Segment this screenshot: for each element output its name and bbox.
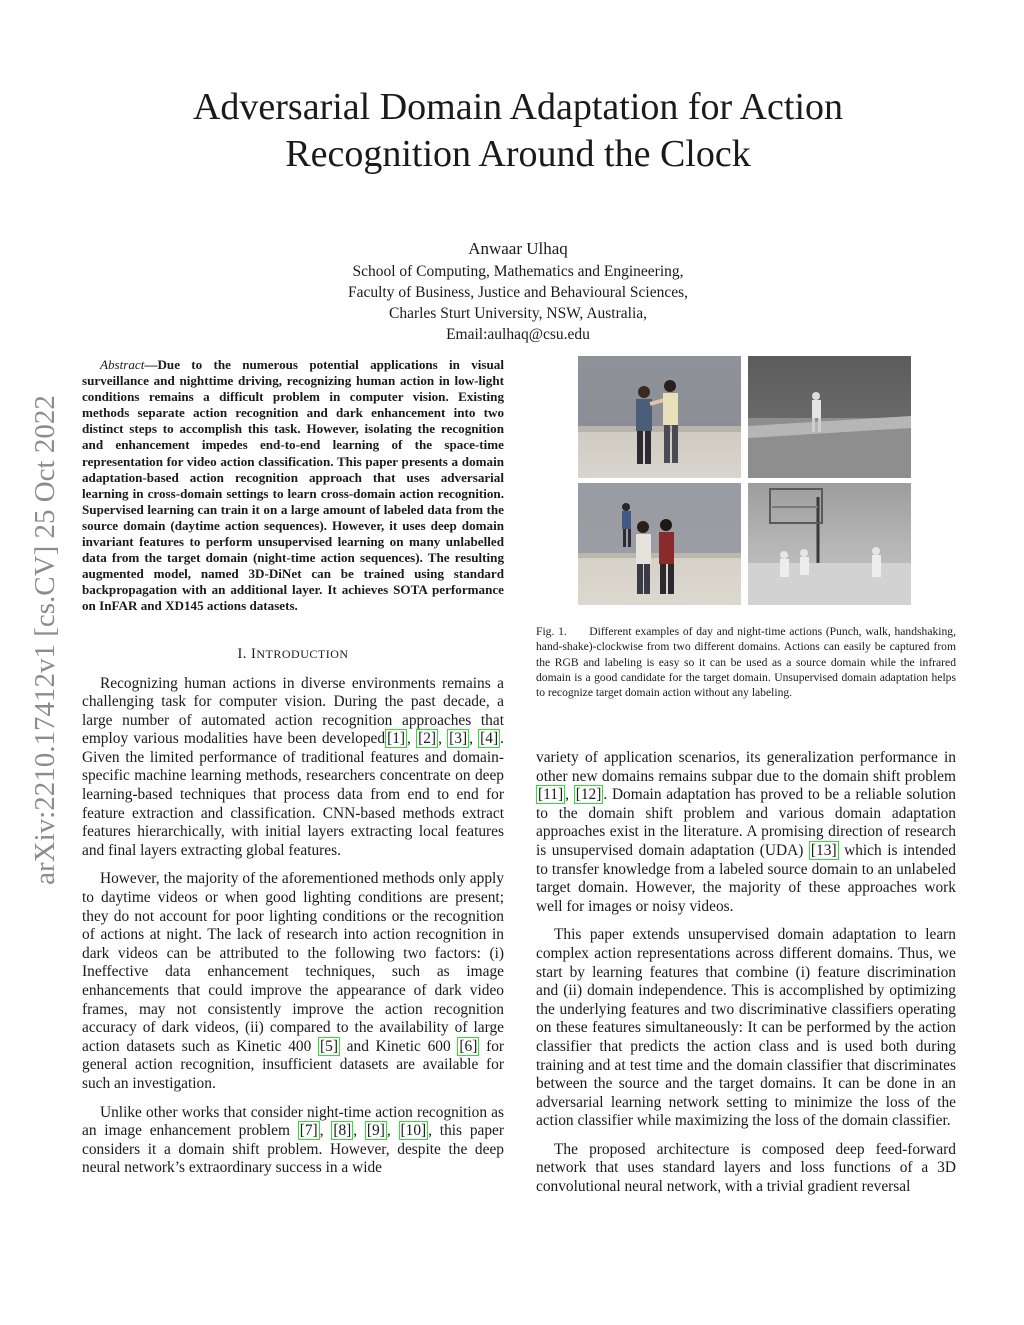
- figure-panel-night-handshake: [748, 483, 911, 605]
- citation-6[interactable]: [6]: [459, 1037, 478, 1055]
- author-email: Email:aulhaq@csu.edu: [446, 326, 590, 343]
- intro-paragraph-3: [82, 1104, 504, 1178]
- day-handshake-illustration: [578, 483, 741, 605]
- para1-sep-2: ,: [438, 730, 448, 748]
- citation-9[interactable]: [9]: [366, 1122, 385, 1140]
- section-initial: I: [251, 645, 257, 662]
- citation-12[interactable]: [12]: [575, 786, 602, 804]
- para1-text-a: Recognizing human actions in diverse environments remains a challenging task for computer vision. During the past decade, a large number of automated action recognition approaches that employ various modalities have been developed: [82, 674, 504, 748]
- intro-paragraph-1: [82, 675, 504, 861]
- citation-13[interactable]: [13]: [810, 841, 837, 859]
- abstract-label-wrap: Abstract—: [100, 357, 158, 372]
- figure-1-label: Fig. 1.: [536, 625, 567, 638]
- section-rest: NTRODUCTION: [256, 646, 349, 661]
- night-walk-illustration: [748, 356, 911, 478]
- citation-8[interactable]: [8]: [333, 1122, 352, 1140]
- para4-sep-1: ,: [565, 786, 574, 804]
- intro-paragraph-5: This paper extends unsupervised domain adaptation to learn complex action representations across different domains. Thus, we start by learning features that combine (i) feature discrimination and (ii) domain independence. This is accomplished by optimizing the underlying features and two discriminative classifiers operating on these features simultaneously: It can be performed by the action classifier that predicts the action class and is used both during training and at test time and the domain classifier that discriminates between the source and the target domains. It can be done in an adversarial learning network setting to minimize the loss of the action classifier while maximizing the loss of the domain classifier.: [536, 926, 956, 1130]
- figure-panel-night-walk: [748, 356, 911, 478]
- para2-text-a: However, the majority of the aforementioned methods only apply to daytime videos or when good lighting conditions are present; they do not account for poor lighting conditions or the recognition of actions at night. The lack of research into action recognition in dark videos can be attributed to the following two factors: (i) Ineffective data enhancement techniques, such as image enhancements that could improve the appearance of dark video frames, may not consistently improve the action recognition accuracy of dark videos, (ii) compared to the availability of large action datasets such as Kinetic 400: [82, 870, 504, 1055]
- affiliation-line-1: School of Computing, Mathematics and Engineering,: [352, 263, 684, 280]
- intro-paragraph-4: [536, 749, 956, 916]
- title-line-1: Adversarial Domain Adaptation for Action: [192, 86, 844, 128]
- author-block: [200, 237, 836, 345]
- para3-text-a: Unlike other works that consider night-time action recognition as an image enhancement problem: [82, 1103, 504, 1140]
- figure-1-caption-text: Different examples of day and night-time actions (Punch, walk, handshaking, hand-shake)-clockwise from two different domains. Actions can easily be captured from the RGB and labeling is easy so it can be used as a source domain while the infrared domain is a good candidate for the target domain. Unsupervised domain adaptation helps to recognize target domain action without any labeling.: [536, 625, 956, 700]
- section-number: I.: [237, 645, 247, 662]
- para3-sep-2: ,: [353, 1122, 365, 1140]
- para1-text-b: . Given the limited performance of traditional features and domain-specific machine learning methods, researchers concentrate on deep learning-based techniques that process data from end to end for feature extraction and classification. CNN-based methods extract features hierarchically, with initial layers extracting local features and final layers extracting global features.: [82, 730, 504, 859]
- para4-text-b: . Domain adaptation has proved to be a reliable solution to the domain shift problem and various domain adaptation approaches exist in the literature. A promising direction of research is unsupervised domain adaptation (UDA): [536, 786, 956, 859]
- para2-text-b: and Kinetic 600: [339, 1037, 458, 1055]
- abstract-text: Due to the numerous potential applications in visual surveillance and nighttime driving, recognizing human action in low-light conditions remains a difficult problem in computer vision. Existing methods separate action recognition and dark enhancement into two distinct steps to accomplish this task. However, isolating the recognition and enhancement impedes end-to-end learning of the space-time representation for video action classification. This paper presents a domain adaptation-based action recognition approach that uses adversarial learning in cross-domain settings to learn cross-domain action recognition. Supervised learning can train it on a large amount of labeled data from the source domain (daytime action sequences). However, it uses deep domain invariant features to perform unsupervised learning on many unlabelled data from the target domain (night-time action sequences). The resulting augmented model, named 3D-DiNet can be trained using standard backpropagation with an additional layer. It achieves SOTA performance on InFAR and XD145 actions datasets.: [82, 357, 504, 614]
- para3-sep-1: ,: [319, 1122, 332, 1140]
- abstract: [82, 357, 504, 615]
- intro-paragraph-6: The proposed architecture is composed deep feed-forward network that uses standard layers and loss functions of a 3D convolutional neural network, with a trivial gradient reversal: [536, 1140, 956, 1196]
- right-column: [536, 749, 956, 1207]
- citation-11[interactable]: [11]: [538, 786, 564, 804]
- title-line-2: Recognition Around the Clock: [285, 133, 751, 175]
- para1-sep-3: ,: [469, 730, 479, 748]
- figure-panel-day-handshake: [578, 483, 741, 605]
- night-handshake-illustration: [748, 483, 911, 605]
- intro-paragraph-2: [82, 870, 504, 1093]
- figure-panel-day-punch: [578, 356, 741, 478]
- para3-sep-3: ,: [386, 1122, 399, 1140]
- paper-title: [100, 84, 936, 178]
- citation-4[interactable]: [4]: [480, 730, 499, 748]
- day-punch-illustration: [578, 356, 741, 478]
- citation-1[interactable]: [1]: [387, 730, 406, 748]
- author-name: Anwaar Ulhaq: [468, 239, 568, 258]
- abstract-label: Abstract: [100, 357, 145, 372]
- para4-text-c: which is intended to transfer knowledge from a labeled source domain to an unlabeled target domain. However, the majority of these approaches work well for images or noisy videos.: [536, 841, 956, 915]
- para2-text-c: for general action recognition, insufficient datasets are available for such an investigation.: [82, 1037, 505, 1092]
- citation-2[interactable]: [2]: [418, 730, 437, 748]
- citation-7[interactable]: [7]: [299, 1122, 318, 1140]
- para1-sep-1: ,: [407, 730, 417, 748]
- citation-5[interactable]: [5]: [320, 1037, 338, 1055]
- citation-10[interactable]: [10]: [400, 1122, 427, 1140]
- figure-1: [578, 356, 944, 621]
- citation-3[interactable]: [3]: [449, 730, 468, 748]
- affiliation-line-2: Faculty of Business, Justice and Behavioural Sciences,: [347, 284, 689, 301]
- arxiv-identifier[interactable]: arXiv:2210.17412v1 [cs.CV] 25 Oct 2022: [29, 395, 61, 885]
- left-column: [82, 357, 504, 1188]
- affiliation-line-3: Charles Sturt University, NSW, Australia,: [388, 305, 648, 322]
- section-heading-introduction: [82, 645, 504, 663]
- para4-text-a: variety of application scenarios, its generalization performance in other new domains remains subpar due to the domain shift problem: [536, 749, 956, 785]
- para3-text-b: , this paper considers it a domain shift problem. However, despite the deep neural network’s extraordinary success in a wide: [82, 1122, 504, 1177]
- figure-1-caption: [536, 624, 956, 700]
